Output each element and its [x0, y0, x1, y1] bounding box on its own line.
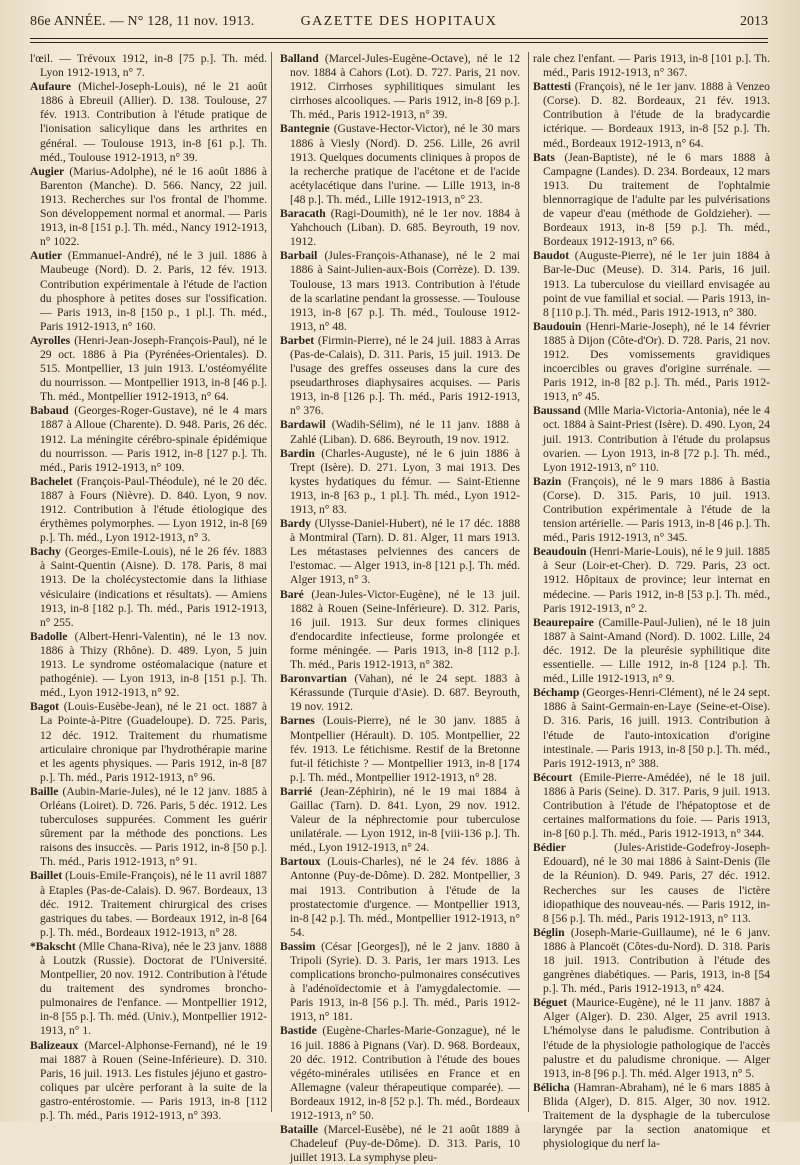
thesis-entry	[280, 1024, 520, 1123]
entry-text: (Henri-Jean-Joseph-François-Paul), né le 29 oct. 1886 à Pia (Pyrénées-Orientales). D. 515. Montpellier, 13 juin 1913. L'ostéomyélite du nourrisson. — Montpellier 1913, in-8 [46 p.]. Th. méd., Montpellier 1912-1913, n° 64.	[40, 333, 267, 404]
entry-text: (Joseph-Marie-Guillaume), né le 6 janv. 1886 à Plancoët (Côtes-du-Nord). D. 318. Paris 18 juil. 1913. Contribution à l'étude des gangrènes diabétiques. — Paris, 1913, in-8 [54 p.]. Th. méd., Paris 1912-1913, n° 424.	[543, 925, 770, 996]
author-surname: Barbail	[280, 249, 318, 263]
author-surname: Battesti	[533, 80, 571, 94]
thesis-entry	[533, 545, 770, 615]
author-surname: Babaud	[30, 404, 69, 418]
entry-text: (Louis-Charles), né le 24 fév. 1886 à Antonne (Puy-de-Dôme). D. 282. Montpellier, 3 mai 1913. Contribution à l'étude de la prostatectomie d'urgence. — Montpellier 1913, in-8 [42 p.]. Th. méd., Montpellier 1912-1913, n° 54.	[290, 855, 520, 939]
author-surname: Beaudouin	[533, 545, 587, 559]
entry-text: (Mlle Maria-Victoria-Antonia), née le 4 oct. 1884 à Saint-Priest (Isère). D. 490. Lyon, 24 juil. 1913. Contribution à l'étude du prolapsus ovarien. — Lyon 1913, in-8 [72 p.]. Th. méd., Lyon 1912-1913, n° 110.	[543, 404, 770, 474]
author-surname: Aufaure	[30, 80, 72, 94]
author-surname: Baudot	[533, 249, 570, 263]
thesis-entry	[280, 855, 520, 940]
entry-text: (Vahan), né le 24 sept. 1883 à Kérassunde (Turquie d'Asie). D. 687. Beyrouth, 19 nov. 1912.	[290, 672, 520, 714]
thesis-entry	[30, 404, 267, 474]
issue-line: 86e ANNÉE. — N° 128, 11 nov. 1913.	[30, 14, 255, 29]
thesis-entry	[280, 588, 520, 673]
author-surname: Bats	[533, 150, 555, 164]
entry-text: (Emile-Pierre-Amédée), né le 18 juil. 1886 à Paris (Seine). D. 317. Paris, 9 juil. 1913. Contribution à l'étude de l'hépatoptose et de certaines malformations du foie. — Paris 1913, in-8 [60 p.]. Th. méd., Paris 1912-1913, n° 344.	[543, 770, 770, 841]
author-surname: Balizeaux	[30, 1038, 79, 1052]
thesis-entry	[30, 785, 267, 870]
thesis-entry	[30, 249, 267, 334]
author-surname: Béchamp	[533, 686, 580, 700]
thesis-entry	[533, 249, 770, 319]
entry-text: (Eugène-Charles-Marie-Gonzague), né le 16 juil. 1886 à Pignans (Var). D. 968. Bordeaux, 20 déc. 1912. Contribution à l'étude des boues végéto-minérales utilisées en France et en Allemagne (valeur thérapeutique comparée). — Bordeaux 1912, in-8 [52 p.]. Th. méd., Bordeaux 1912-1913, n° 50.	[290, 1024, 520, 1123]
entry-text: (Michel-Joseph-Louis), né le 21 août 1886 à Ebreuil (Allier). D. 138. Toulouse, 27 fév. 1913. Contribution à l'étude pratique de l'ionisation salicylique dans les arthrites en général. — Toulouse 1913, in-8 [61 p.]. Th. méd., Toulouse 1912-1913, n° 39.	[40, 80, 268, 164]
entry-text: (Henri-Marie-Louis), né le 9 juil. 1885 à Seur (Loir-et-Cher). D. 729. Paris, 23 oct. 1912. Hôpitaux de province; leur internat en médecine. — Paris 1912, in-8 [53 p.]. Th. méd., Paris 1912-1913, n° 2.	[543, 545, 770, 615]
thesis-entry	[30, 940, 267, 1039]
thesis-entry	[30, 475, 267, 545]
entry-text: (Mlle Chana-Riva), née le 23 janv. 1888 à Loutzk (Russie). Doctorat de l'Université. Montpellier, 20 nov. 1912. Contribution à l'étude du traitement des syndromes broncho-pulmonaires de l'enfance. — Montpellier 1912, in-8 [55 p.]. Th. méd. (Univ.), Montpellier 1912-1913, n° 1.	[40, 939, 267, 1038]
thesis-entry	[30, 165, 267, 250]
author-surname: Ayrolles	[30, 333, 71, 347]
entry-text: (Gustave-Hector-Victor), né le 30 mars 1886 à Viesly (Nord). D. 256. Lille, 26 avril 1913. Quelques documents cliniques à propos de la recherche pratique de l'acétone et de l'acide acétylacétique dans l'urine. — Lille 1913, in-8 [48 p.]. Th. méd., Lille 1912-1913, n° 23.	[290, 122, 520, 206]
thesis-entry	[280, 207, 520, 249]
author-surname: Baussand	[533, 404, 581, 418]
thesis-entry	[533, 771, 770, 841]
column-right	[533, 52, 771, 1151]
author-surname: Autier	[30, 249, 63, 263]
thesis-entry	[533, 404, 770, 474]
entry-text: (Camille-Paul-Julien), né le 18 juin 1887 à Saint-Amand (Nord). D. 1002. Lille, 24 déc. 1912. De la pleurésie syphilitique dite essentielle. — Lille 1912, in-8 [124 p.]. Th. méd., Lille 1912-1913, n° 9.	[543, 615, 770, 686]
column-middle	[271, 52, 529, 1165]
author-surname: Baré	[280, 587, 304, 601]
thesis-entry	[280, 52, 520, 122]
author-surname: Bagot	[30, 700, 59, 714]
author-surname: Baillet	[30, 869, 63, 883]
thesis-entry	[30, 545, 267, 630]
author-surname: Bardawil	[280, 418, 326, 432]
entry-text: (Marcel-Alphonse-Fernand), né le 19 mai 1887 à Rouen (Seine-Inférieure). D. 310. Paris, 16 juil. 1913. Les fistules jéjuno et gastro-coliques par ulcère perforant à la suite de la gastro-entérostomie. — Paris 1913, in-8 [112 p.]. Th. méd., Paris 1912-1913, n° 393.	[40, 1038, 267, 1123]
thesis-entry	[280, 1123, 520, 1165]
thesis-entry	[533, 686, 770, 771]
author-surname: Bassim	[280, 939, 316, 953]
entry-text: (César [Georges]), né le 2 janv. 1880 à Tripoli (Syrie). D. 3. Paris, 1er mars 1913. Les complications broncho-pulmonaires consécutives à l'adénoïdectomie et à l'amygdalectomie. — Paris 1913, in-8 [56 p.]. Th. méd., Paris 1912-1913, n° 181.	[290, 939, 520, 1024]
author-surname: Bécourt	[533, 770, 573, 784]
author-surname: Baudouin	[533, 319, 582, 333]
author-surname: Bantegnie	[280, 122, 330, 136]
author-surname: Badolle	[30, 629, 68, 643]
thesis-entry	[280, 418, 520, 446]
author-surname: Baracath	[280, 207, 326, 221]
thesis-entry	[280, 517, 520, 587]
author-surname: Bardin	[280, 446, 315, 460]
entry-text: (Aubin-Marie-Jules), né le 12 janv. 1885 à Orléans (Loiret). D. 726. Paris, 5 déc. 1912. Les tuberculoses suppurées. Comment les guérir sûrement par la méthode des ponctions. Les raisons des insuccès. — Paris 1912, in-8 [50 p.]. Th. méd., Paris 1912-1913, n° 91.	[40, 784, 267, 869]
entry-text: (Ulysse-Daniel-Hubert), né le 17 déc. 1888 à Montmiral (Tarn). D. 81. Alger, 11 mars 1913. Les métastases pelviennes des cancers de l'estomac. — Alger 1913, in-8 [121 p.]. Th. méd. Alger 1913, n° 3.	[290, 517, 520, 587]
entry-text: (Jean-Baptiste), né le 6 mars 1888 à Campagne (Landes). D. 234. Bordeaux, 12 mars 1913. Du traitement de l'ophtalmie blennorragique de l'adulte par les pulvérisations de vapeur d'eau (méthode de Goldzieher). — Bordeaux 1913, in-8 [59 p.]. Th. méd., Bordeaux 1912-1913, n° 66.	[543, 150, 770, 249]
thesis-entry	[30, 52, 267, 80]
author-surname: Baronvartian	[280, 672, 347, 686]
page-number: 2013	[740, 14, 768, 29]
entry-text: (Ragi-Doumith), né le 1er nov. 1884 à Yahchouch (Liban). D. 685. Beyrouth, 19 nov. 1912.	[290, 207, 520, 249]
entry-text: (Albert-Henri-Valentin), né le 13 nov. 1886 à Thizy (Rhône). D. 489. Lyon, 5 juin 1913. Le syndrome ostéomalacique (nature et pathogénie). — Lyon 1913, in-8 [151 p.]. Th. méd., Lyon 1912-1913, n° 92.	[40, 629, 268, 700]
running-header	[30, 14, 768, 36]
author-surname: Bélicha	[533, 1080, 570, 1094]
author-surname: Baille	[30, 784, 59, 798]
column-left	[30, 52, 268, 1123]
entry-text: (Louis-Pierre), né le 30 janv. 1885 à Montpellier (Hérault). D. 105. Montpellier, 22 fév. 1913. Le fétichisme. Restif de la Bretonne fut-il fétichiste ? — Montpellier 1913, in-8 [174 p.]. Th. méd., Montpellier 1912-1913, n° 28.	[290, 714, 520, 784]
author-surname: Bataille	[280, 1123, 318, 1137]
thesis-entry	[280, 334, 520, 419]
entry-text: (Georges-Henri-Clément), né le 24 sept. 1886 à Saint-Germain-en-Laye (Seine-et-Oise). D. 316. Paris, 16 juill. 1913. Contribution à l'étude de l'auto-intoxication d'origine intestinale. — Paris 1913, in-8 [50 p.]. Th. méd., Paris 1912-1913, n° 388.	[543, 686, 770, 770]
entry-text: (Hamran-Abraham), né le 6 mars 1885 à Blida (Alger), D. 815. Alger, 30 nov. 1912. Traitement de la dysphagie de la tuberculose laryngée par la section anatomique et physiologique du nerf la-	[543, 1080, 771, 1151]
entry-text: (Louis-Eusèbe-Jean), né le 21 oct. 1887 à La Pointe-à-Pitre (Guadeloupe). D. 725. Paris, 12 déc. 1912. Traitement du rhumatisme articulaire chronique par l'hydrothérapie marine et les agents physiques. — Paris 1912, in-8 [87 p.]. Th. méd., Paris 1912-1913, n° 96.	[40, 700, 267, 784]
thesis-entry	[533, 926, 770, 996]
journal-title: GAZETTE DES HOPITAUX	[300, 14, 498, 29]
author-surname: Bastide	[280, 1024, 317, 1038]
entry-text: (Jean-Zéphirin), né le 19 mai 1884 à Gaillac (Tarn). D. 841. Lyon, 29 nov. 1912. Valeur de la néphrectomie pour tuberculose unilatérale. — Lyon 1912, in-8 [viii-136 p.]. Th. méd., Lyon 1912-1913, n° 24.	[290, 784, 520, 855]
header-rule	[30, 38, 768, 39]
entry-text: (François-Paul-Théodule), né le 20 déc. 1887 à Fours (Nièvre). D. 840. Lyon, 9 nov. 1912. Contribution à l'étude étiologique des érythèmes polymorphes. — Lyon 1912, in-8 [69 p.]. Th. méd., Lyon 1912-1913, n° 3.	[40, 474, 267, 545]
author-surname: Bazin	[533, 474, 562, 488]
author-surname: Bédier	[533, 841, 566, 855]
entry-text: (Jean-Jules-Victor-Eugène), né le 13 juil. 1882 à Rouen (Seine-Inférieure). D. 312. Paris, 16 juil. 1913. Sur deux formes cliniques d'endocardite infectieuse, forme prolongée et forme méningée. — Paris 1913, in-8 [112 p.]. Th. méd., Paris 1912-1913, n° 382.	[290, 587, 520, 672]
thesis-entry	[280, 447, 520, 517]
entry-text: (Henri-Marie-Joseph), né le 14 février 1885 à Dijon (Côte-d'Or). D. 728. Paris, 21 nov. 1912. Des vomissements gravidiques incoercibles ou graves d'origine surrénale. — Paris 1912, in-8 [82 p.]. Th. méd., Paris 1912-1913, n° 45.	[543, 319, 770, 404]
entry-text: l'œil. — Trévoux 1912, in-8 [75 p.]. Th. méd. Lyon 1912-1913, n° 7.	[30, 52, 267, 80]
thesis-entry	[280, 122, 520, 207]
entry-text: (Georges-Roger-Gustave), né le 4 mars 1887 à Alloue (Charente). D. 948. Paris, 26 déc. 1912. La méningite cérébro-spinale épidémique du nourrisson. — Paris 1912, in-8 [127 p.]. Th. méd., Paris 1912-1913, n° 109.	[40, 404, 268, 474]
entry-text: (Jules-François-Athanase), né le 2 mai 1886 à Saint-Julien-aux-Bois (Corrèze). D. 139. Toulouse, 13 mars 1913. Contribution à l'étude de la scarlatine pendant la grossesse. — Toulouse 1913, in-8 [67 p.]. Th. méd., Toulouse 1912-1913, n° 48.	[290, 249, 520, 333]
thesis-entry	[533, 841, 770, 926]
thesis-entry	[533, 475, 770, 545]
thesis-entry	[280, 785, 520, 855]
entry-text: rale chez l'enfant. — Paris 1913, in-8 [101 p.]. Th. méd., Paris 1912-1913, n° 367.	[533, 52, 770, 80]
author-surname: Bardy	[280, 517, 311, 531]
entry-text: (Auguste-Pierre), né le 1er juin 1884 à Bar-le-Duc (Meuse). D. 314. Paris, 16 juil. 1913. La tuberculose du vieillard envisagée au point de vue familial et social. — Paris 1913, in-8 [110 p.]. Th. méd., Paris 1912-1913, n° 380.	[543, 249, 770, 319]
thesis-entry	[533, 151, 770, 250]
entry-text: (François), né le 9 mars 1886 à Bastia (Corse). D. 315. Paris, 10 juil. 1913. Contribution expérimentale à l'étude de la tension artérielle. — Paris 1913, in-8 [46 p.]. Th. méd., Paris 1912-1913, n° 345.	[543, 474, 770, 545]
author-surname: Bartoux	[280, 855, 321, 869]
author-surname: Balland	[280, 52, 319, 65]
author-surname: Barnes	[280, 714, 315, 728]
thesis-entry	[30, 700, 267, 785]
entry-text: (Jules-Aristide-Godefroy-Joseph-Edouard), né le 30 mai 1886 à Saint-Denis (île de la Réunion). D. 949. Paris, 27 déc. 1912. Recherches sur les causes de l'ictère idiopathique des nouveau-nés. — Paris 1912, in-8 [56 p.]. Th. méd., Paris 1912-1913, n° 113.	[543, 841, 770, 925]
author-surname: Augier	[30, 164, 65, 178]
thesis-entry	[533, 1081, 770, 1151]
thesis-entry	[533, 320, 770, 405]
thesis-entry	[30, 630, 267, 700]
thesis-entry	[280, 714, 520, 784]
author-surname: Béguet	[533, 996, 568, 1010]
thesis-entry	[30, 80, 267, 165]
entry-text: (Marcel-Jules-Eugène-Octave), né le 12 nov. 1884 à Cahors (Lot). D. 727. Paris, 21 nov. 1912. Cirrhoses syphilitiques simulant les cirrhoses alcooliques. — Paris 1912, in-8 [69 p.]. Th. méd., Paris 1912-1913, n° 39.	[290, 52, 520, 122]
thesis-entry	[533, 52, 770, 80]
author-surname: Bachelet	[30, 474, 73, 488]
thesis-entry	[280, 672, 520, 714]
author-surname: Béglin	[533, 925, 565, 939]
thesis-entry	[30, 334, 267, 404]
entry-text: (François), né le 1er janv. 1888 à Venzeo (Corse). D. 82. Bordeaux, 21 fév. 1913. Contribution à l'étude de la bradycardie ictérique. — Bordeaux 1913, in-8 [52 p.]. Th. méd., Bordeaux 1912-1913, n° 64.	[543, 80, 770, 150]
entry-text: (Charles-Auguste), né le 6 juin 1886 à Trept (Isère). D. 271. Lyon, 3 mai 1913. Des kystes hydatiques du fémur. — Saint-Etienne 1913, in-8 [63 p., 1 pl.]. Th. méd., Lyon 1912-1913, n° 83.	[290, 446, 521, 516]
entry-text: (Maurice-Eugène), né le 11 janv. 1887 à Alger (Alger). D. 230. Alger, 25 avril 1913. L'hémolyse dans le paludisme. Contribution à l'étude de la physiologie pathologique de l'accès palustre et du paludisme chronique. — Alger 1913, in-8 [96 p.]. Th. méd. Alger 1913, n° 5.	[543, 996, 770, 1080]
entry-text: (Wadih-Sélim), né le 11 janv. 1888 à Zahlé (Liban). D. 686. Beyrouth, 19 nov. 1912.	[290, 418, 521, 446]
entry-text: (Louis-Emile-François), né le 11 avril 1887 à Etaples (Pas-de-Calais). D. 967. Bordeaux, 13 déc. 1912. Traitement chirurgical des crises gastriques du tabes. — Bordeaux 1912, in-8 [64 p.]. Th. méd., Bordeaux 1912-1913, n° 28.	[40, 869, 267, 939]
entry-text: (Emmanuel-André), né le 3 juil. 1886 à Maubeuge (Nord). D. 2. Paris, 12 fév. 1913. Contribution expérimentale à l'étude de l'action du phosphore à petites doses sur l'ossification. — Paris 1913, in-8 [150 p., 1 pl.]. Th. méd., Paris 1912-1913, n° 160.	[40, 249, 267, 333]
author-surname: Barrié	[280, 784, 313, 798]
author-surname: Bachy	[30, 545, 61, 559]
thesis-entry	[533, 616, 770, 686]
thesis-entry	[280, 940, 520, 1025]
entry-text: (Firmin-Pierre), né le 24 juil. 1883 à Arras (Pas-de-Calais), D. 311. Paris, 15 juil. 1913. De l'usage des greffes osseuses dans la cure des pseudarthroses diaphysaires acquises. — Paris 1913, in-8 [126 p.]. Th. méd., Paris 1912-1913, n° 376.	[290, 333, 520, 418]
thesis-entry	[533, 996, 770, 1081]
text-columns	[30, 52, 771, 1165]
thesis-entry	[30, 1039, 267, 1124]
author-surname: *Bakscht	[30, 939, 76, 953]
entry-text: (Marius-Adolphe), né le 16 août 1886 à Barenton (Manche). D. 566. Nancy, 22 juil. 1913. Recherches sur l'os frontal de l'homme. Son développement normal et anormal. — Paris 1913, in-8 [151 p.]. Th. méd., Nancy 1912-1913, n° 1022.	[40, 164, 267, 249]
author-surname: Barbet	[280, 333, 315, 347]
author-surname: Beaurepaire	[533, 615, 594, 629]
entry-text: (Georges-Emile-Louis), né le 26 fév. 1883 à Saint-Quentin (Aisne). D. 178. Paris, 8 mai 1913. De la cholécystectomie dans la lithiase vésiculaire (indications et résultats). — Amiens 1913, in-8 [182 p.]. Th. méd., Paris 1912-1913, n° 255.	[40, 545, 267, 629]
header-rule-thin	[30, 42, 768, 43]
thesis-entry	[533, 80, 770, 150]
thesis-entry	[280, 249, 520, 334]
entry-text: (Marcel-Eusèbe), né le 21 août 1889 à Chadeleuf (Puy-de-Dôme). D. 313. Paris, 10 juillet 1913. La symphyse pleu-	[290, 1123, 520, 1165]
thesis-entry	[30, 869, 267, 939]
